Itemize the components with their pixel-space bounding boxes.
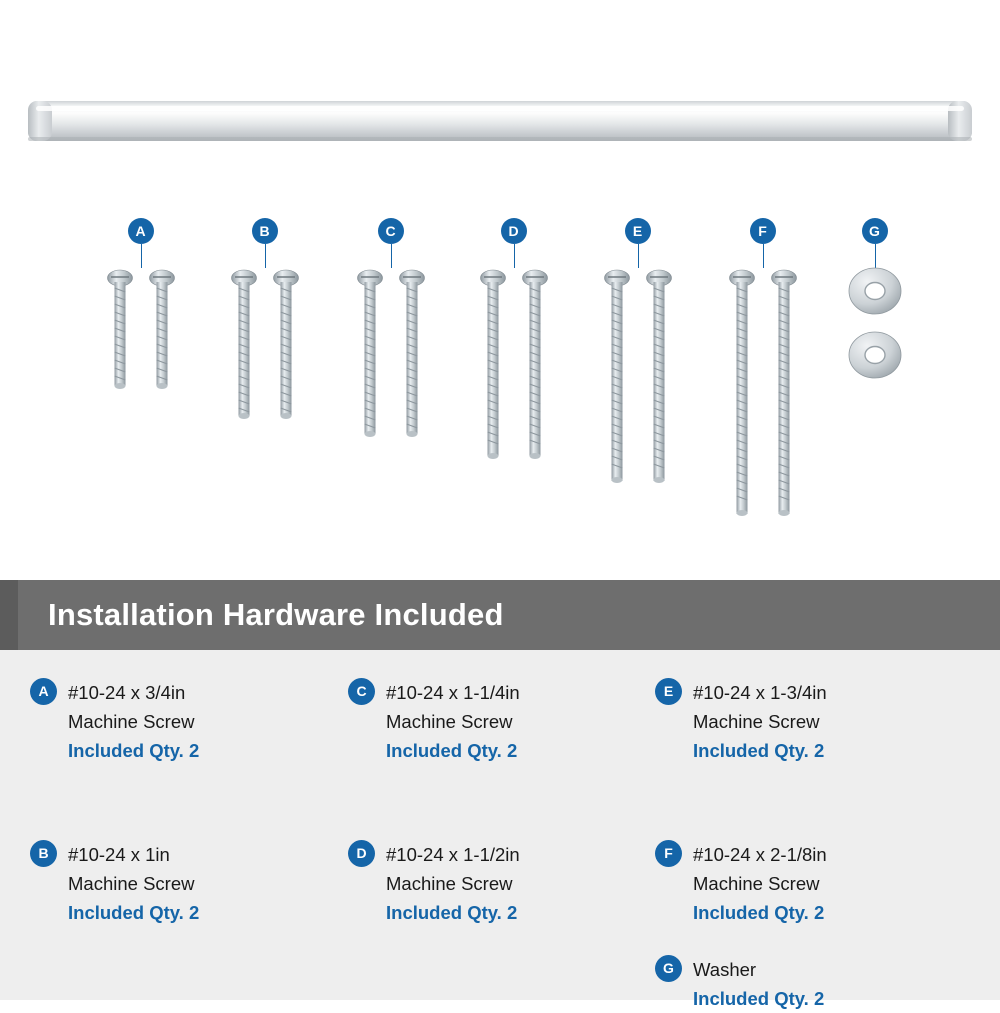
legend-type: Machine Screw xyxy=(68,711,195,732)
machine-screw xyxy=(357,266,383,444)
legend-qty: Included Qty. 2 xyxy=(693,988,825,1009)
screw-pair-b xyxy=(212,266,317,426)
legend-qty: Included Qty. 2 xyxy=(68,902,200,923)
callout-leader-a xyxy=(141,244,142,268)
callout-leader-b xyxy=(265,244,266,268)
legend-item-b xyxy=(30,840,330,927)
panel-title: Installation Hardware Included xyxy=(48,597,504,632)
legend-type: Machine Screw xyxy=(693,711,820,732)
callout-badge-c: C xyxy=(378,218,404,244)
legend-qty: Included Qty. 2 xyxy=(386,902,518,923)
machine-screw xyxy=(107,266,133,396)
legend-spec: Washer xyxy=(693,959,757,980)
panel-header xyxy=(0,580,1000,650)
screw-pair-f xyxy=(710,266,815,524)
legend-badge-g: G xyxy=(655,955,682,982)
machine-screw xyxy=(480,266,506,466)
bar-pull-handle xyxy=(28,95,972,147)
legend-item-d xyxy=(348,840,648,927)
legend-badge-a: A xyxy=(30,678,57,705)
installation-hardware-panel xyxy=(0,580,1000,1009)
legend-type: Machine Screw xyxy=(68,873,195,894)
washer-pair-g xyxy=(822,266,927,380)
callout-leader-c xyxy=(391,244,392,268)
legend-item-c xyxy=(348,678,648,765)
legend-qty: Included Qty. 2 xyxy=(693,902,825,923)
machine-screw xyxy=(604,266,630,491)
header-accent-bar xyxy=(0,580,18,650)
machine-screw xyxy=(273,266,299,426)
legend-spec: #10-24 x 2-1/8in xyxy=(693,844,827,865)
machine-screw xyxy=(729,266,755,524)
callout-leader-d xyxy=(514,244,515,268)
legend-badge-b: B xyxy=(30,840,57,867)
callout-leader-e xyxy=(638,244,639,268)
washer xyxy=(847,266,903,316)
legend-spec: #10-24 x 1-1/2in xyxy=(386,844,520,865)
legend-qty: Included Qty. 2 xyxy=(693,740,825,761)
legend-badge-e: E xyxy=(655,678,682,705)
legend-item-a xyxy=(30,678,330,765)
machine-screw xyxy=(231,266,257,426)
callout-badge-g: G xyxy=(862,218,888,244)
screw-pair-d xyxy=(461,266,566,466)
legend-type: Machine Screw xyxy=(693,873,820,894)
legend-item-e xyxy=(655,678,955,765)
callout-leader-g xyxy=(875,244,876,268)
legend-type: Machine Screw xyxy=(386,711,513,732)
callout-badge-d: D xyxy=(501,218,527,244)
legend-type: Machine Screw xyxy=(386,873,513,894)
machine-screw xyxy=(399,266,425,444)
legend-item-f xyxy=(655,840,955,927)
machine-screw xyxy=(522,266,548,466)
screw-pair-a xyxy=(88,266,193,396)
legend-spec: #10-24 x 1-1/4in xyxy=(386,682,520,703)
legend-spec: #10-24 x 1-3/4in xyxy=(693,682,827,703)
legend-badge-c: C xyxy=(348,678,375,705)
legend-spec: #10-24 x 3/4in xyxy=(68,682,186,703)
machine-screw xyxy=(771,266,797,524)
legend-qty: Included Qty. 2 xyxy=(68,740,200,761)
legend-qty: Included Qty. 2 xyxy=(386,740,518,761)
callout-badge-b: B xyxy=(252,218,278,244)
hardware-legend xyxy=(0,650,1000,1009)
legend-spec: #10-24 x 1in xyxy=(68,844,170,865)
machine-screw xyxy=(149,266,175,396)
machine-screw xyxy=(646,266,672,491)
legend-item-g xyxy=(655,955,955,1013)
callout-badge-e: E xyxy=(625,218,651,244)
washer xyxy=(847,330,903,380)
callout-leader-f xyxy=(763,244,764,268)
bar-pull-handle-graphic xyxy=(28,95,972,147)
legend-badge-d: D xyxy=(348,840,375,867)
screw-pair-c xyxy=(338,266,443,444)
callout-badge-f: F xyxy=(750,218,776,244)
legend-badge-f: F xyxy=(655,840,682,867)
callout-badge-a: A xyxy=(128,218,154,244)
screw-pair-e xyxy=(585,266,690,491)
